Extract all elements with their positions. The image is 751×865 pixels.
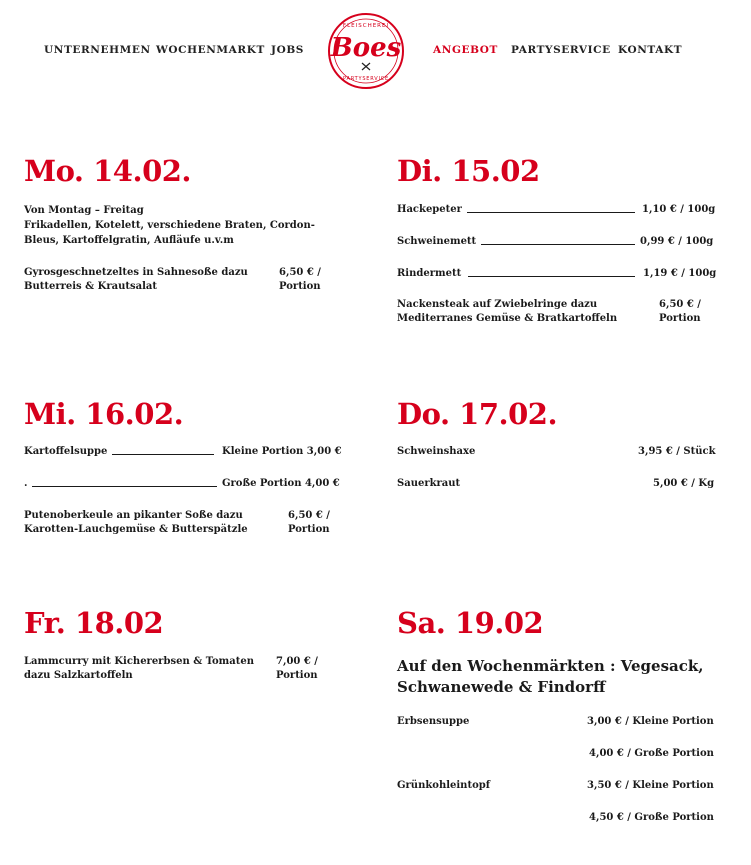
tuesday-dish-price-1: 6,50 € /	[659, 299, 701, 310]
day-title-tuesday: Di. 15.02	[397, 154, 540, 188]
monday-dish-2: Butterreis & Krautsalat	[24, 281, 157, 292]
saturday-item-price: 3,00 € / Kleine Portion	[587, 716, 714, 727]
saturday-item-price: 4,00 € / Große Portion	[589, 748, 714, 759]
monday-intro-1: Von Montag – Freitag	[24, 205, 144, 216]
tuesday-item-name: Hackepeter	[397, 204, 462, 215]
friday-dish-price-1: 7,00 € /	[276, 656, 318, 667]
dotted-leader	[468, 276, 635, 277]
wednesday-item-price: Kleine Portion 3,00 €	[222, 446, 342, 457]
nav-partyservice[interactable]: PARTYSERVICE	[511, 44, 611, 56]
monday-dish-price-2: Portion	[279, 281, 321, 292]
friday-dish-1: Lammcurry mit Kichererbsen & Tomaten	[24, 656, 254, 667]
tuesday-item-name: Rindermett	[397, 268, 462, 279]
thursday-item-name: Schweinshaxe	[397, 446, 476, 457]
saturday-subtitle-1: Auf den Wochenmärkten : Vegesack,	[397, 657, 704, 675]
monday-intro-2: Frikadellen, Kotelett, verschiedene Braten, Cordon-	[24, 220, 315, 231]
day-title-wednesday: Mi. 16.02.	[24, 397, 184, 431]
day-title-monday: Mo. 14.02.	[24, 154, 192, 188]
wednesday-dish-price-2: Portion	[288, 524, 330, 535]
logo-wordmark: Boes	[330, 33, 402, 63]
boes-logo[interactable]	[327, 12, 405, 90]
day-title-thursday: Do. 17.02.	[397, 397, 558, 431]
tuesday-dish-1: Nackensteak auf Zwiebelringe dazu	[397, 299, 598, 310]
thursday-item-name: Sauerkraut	[397, 478, 461, 489]
saturday-item-price: 4,50 € / Große Portion	[589, 812, 714, 823]
nav-jobs[interactable]: JOBS	[271, 44, 304, 56]
tuesday-item-price: 0,99 € / 100g	[640, 236, 714, 247]
dotted-leader	[481, 244, 635, 245]
monday-dish-1: Gyrosgeschnetzeltes in Sahnesoße dazu	[24, 267, 248, 278]
friday-dish-price-2: Portion	[276, 670, 318, 681]
day-title-saturday: Sa. 19.02	[397, 606, 544, 640]
monday-dish-price-1: 6,50 € /	[279, 267, 321, 278]
wednesday-dish-1: Putenoberkeule an pikanter Soße dazu	[24, 510, 243, 521]
tuesday-dish-2: Mediterranes Gemüse & Bratkartoffeln	[397, 313, 618, 324]
wednesday-item-name: .	[24, 478, 28, 489]
dotted-leader	[32, 486, 217, 487]
nav-wochenmarkt[interactable]: WOCHENMARKT	[156, 44, 265, 56]
monday-intro-3: Bleus, Kartoffelgratin, Aufläufe u.v.m	[24, 235, 234, 246]
saturday-item-name: Erbsensuppe	[397, 716, 470, 727]
wednesday-item-price: Große Portion 4,00 €	[222, 478, 340, 489]
day-title-friday: Fr. 18.02	[24, 606, 164, 640]
wednesday-item-name: Kartoffelsuppe	[24, 446, 108, 457]
tuesday-dish-price-2: Portion	[659, 313, 701, 324]
wednesday-dish-price-1: 6,50 € /	[288, 510, 330, 521]
tuesday-item-price: 1,10 € / 100g	[642, 204, 716, 215]
tuesday-item-name: Schweinemett	[397, 236, 477, 247]
dotted-leader	[467, 212, 635, 213]
saturday-subtitle-2: Schwanewede & Findorff	[397, 678, 606, 696]
saturday-item-price: 3,50 € / Kleine Portion	[587, 780, 714, 791]
nav-angebot[interactable]: ANGEBOT	[433, 44, 498, 56]
thursday-item-price: 3,95 € / Stück	[638, 446, 716, 457]
logo-bottom-text: PARTYSERVICE	[342, 76, 390, 82]
friday-dish-2: dazu Salzkartoffeln	[24, 670, 133, 681]
wednesday-dish-2: Karotten-Lauchgemüse & Butterspätzle	[24, 524, 248, 535]
logo-top-text: FLEISCHEREI	[342, 23, 390, 29]
tuesday-item-price: 1,19 € / 100g	[643, 268, 717, 279]
nav-unternehmen[interactable]: UNTERNEHMEN	[44, 44, 151, 56]
thursday-item-price: 5,00 € / Kg	[653, 478, 715, 489]
dotted-leader	[112, 454, 214, 455]
main-navigation	[0, 0, 751, 100]
saturday-item-name: Grünkohleintopf	[397, 780, 491, 791]
nav-kontakt[interactable]: KONTAKT	[618, 44, 683, 56]
